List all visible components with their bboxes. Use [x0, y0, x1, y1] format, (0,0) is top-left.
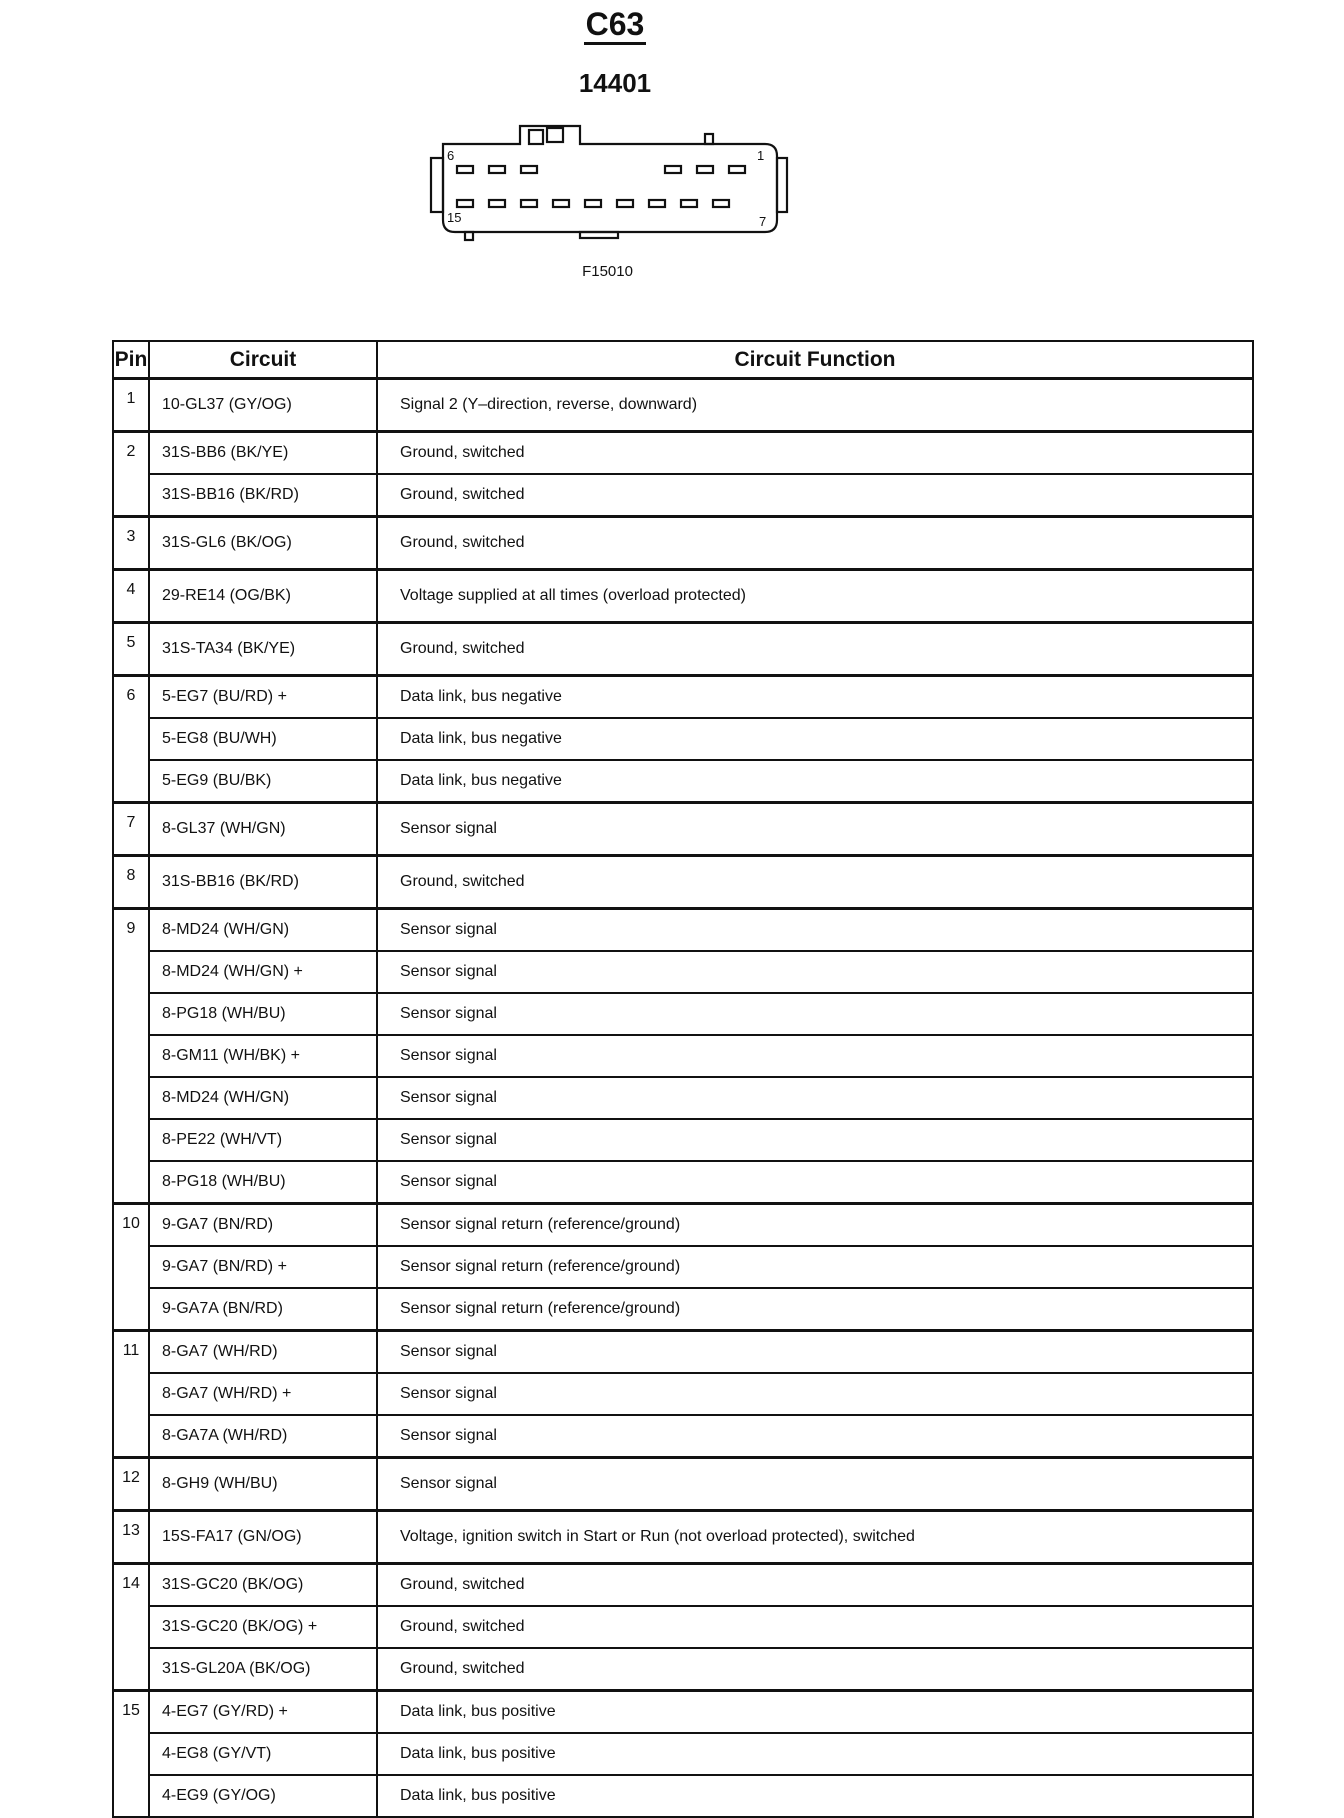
table-row [113, 1331, 1253, 1374]
left-latch [431, 158, 443, 212]
table-row [113, 432, 1253, 475]
pin-number: 15 [113, 1691, 149, 1818]
pin-number: 2 [113, 432, 149, 517]
pin-number: 8 [113, 856, 149, 909]
table-row [113, 1035, 1253, 1077]
circuit-function: Ground, switched [377, 432, 1253, 475]
table-row [113, 1288, 1253, 1331]
circuit-function: Data link, bus positive [377, 1691, 1253, 1734]
circuit-code: 4-EG9 (GY/OG) [149, 1775, 377, 1817]
table-row [113, 1775, 1253, 1817]
table-row [113, 570, 1253, 623]
connector-face-diagram [425, 122, 795, 242]
circuit-function: Sensor signal [377, 993, 1253, 1035]
circuit-function: Sensor signal [377, 1415, 1253, 1458]
circuit-function: Ground, switched [377, 1564, 1253, 1607]
circuit-code: 31S-GC20 (BK/OG) [149, 1564, 377, 1607]
circuit-code: 9-GA7 (BN/RD) [149, 1204, 377, 1247]
circuit-code: 5-EG8 (BU/WH) [149, 718, 377, 760]
circuit-function: Ground, switched [377, 1606, 1253, 1648]
table-row [113, 474, 1253, 517]
circuit-code: 8-MD24 (WH/GN) [149, 909, 377, 952]
pin-label-6: 6 [447, 148, 455, 163]
table-row [113, 1606, 1253, 1648]
key-slot-inner [547, 128, 563, 142]
table-row [113, 1691, 1253, 1734]
table-header-row [113, 341, 1253, 379]
circuit-function: Ground, switched [377, 517, 1253, 570]
circuit-function: Sensor signal [377, 803, 1253, 856]
circuit-code: 31S-BB16 (BK/RD) [149, 474, 377, 517]
upper-pin-row [457, 166, 745, 173]
pin-number: 3 [113, 517, 149, 570]
circuit-code: 8-GA7A (WH/RD) [149, 1415, 377, 1458]
circuit-function: Sensor signal [377, 1458, 1253, 1511]
table-row [113, 1511, 1253, 1564]
circuit-function: Signal 2 (Y–direction, reverse, downward) [377, 379, 1253, 432]
header-circuit-function: Circuit Function [377, 341, 1253, 379]
connector-title [0, 6, 1230, 43]
circuit-code: 15S-FA17 (GN/OG) [149, 1511, 377, 1564]
circuit-code: 31S-GL6 (BK/OG) [149, 517, 377, 570]
header-circuit: Circuit [149, 341, 377, 379]
circuit-function: Sensor signal return (reference/ground) [377, 1246, 1253, 1288]
pin-label-15: 15 [447, 210, 462, 225]
circuit-code: 8-GA7 (WH/RD) [149, 1331, 377, 1374]
circuit-function: Voltage, ignition switch in Start or Run (not overload protected), switched [377, 1511, 1253, 1564]
pin-number: 11 [113, 1331, 149, 1458]
circuit-code: 8-GL37 (WH/GN) [149, 803, 377, 856]
table-row [113, 1458, 1253, 1511]
pin-number: 13 [113, 1511, 149, 1564]
circuit-code: 5-EG9 (BU/BK) [149, 760, 377, 803]
table-row [113, 1204, 1253, 1247]
table-row [113, 803, 1253, 856]
pin-number: 9 [113, 909, 149, 1204]
circuit-function: Data link, bus negative [377, 676, 1253, 719]
right-latch [777, 158, 787, 212]
circuit-code: 10-GL37 (GY/OG) [149, 379, 377, 432]
circuit-code: 8-GH9 (WH/BU) [149, 1458, 377, 1511]
circuit-code: 4-EG8 (GY/VT) [149, 1733, 377, 1775]
connector-body [443, 126, 777, 232]
circuit-code: 8-PE22 (WH/VT) [149, 1119, 377, 1161]
pin-number: 14 [113, 1564, 149, 1691]
circuit-code: 9-GA7A (BN/RD) [149, 1288, 377, 1331]
bottom-tab-left [465, 232, 473, 240]
table-row [113, 676, 1253, 719]
circuit-code: 31S-TA34 (BK/YE) [149, 623, 377, 676]
circuit-function: Sensor signal [377, 1077, 1253, 1119]
pin-number: 5 [113, 623, 149, 676]
pin-label-7: 7 [759, 214, 767, 229]
circuit-code: 31S-GL20A (BK/OG) [149, 1648, 377, 1691]
table-row [113, 1077, 1253, 1119]
header-pin: Pin [113, 341, 149, 379]
pinout-table-body [113, 379, 1253, 1818]
pin-number: 6 [113, 676, 149, 803]
circuit-code: 9-GA7 (BN/RD) + [149, 1246, 377, 1288]
lower-pin-row [457, 200, 729, 207]
circuit-code: 8-MD24 (WH/GN) + [149, 951, 377, 993]
circuit-function: Ground, switched [377, 623, 1253, 676]
figure-reference: F15010 [582, 263, 633, 280]
pin-number: 12 [113, 1458, 149, 1511]
part-number: 14401 [578, 68, 652, 98]
table-row [113, 993, 1253, 1035]
circuit-code: 8-GA7 (WH/RD) + [149, 1373, 377, 1415]
pin-label-1: 1 [757, 148, 765, 163]
table-row [113, 1648, 1253, 1691]
circuit-function: Data link, bus negative [377, 760, 1253, 803]
circuit-code: 8-GM11 (WH/BK) + [149, 1035, 377, 1077]
table-row [113, 1246, 1253, 1288]
table-row [113, 1373, 1253, 1415]
table-row [113, 951, 1253, 993]
table-row [113, 718, 1253, 760]
circuit-function: Data link, bus positive [377, 1733, 1253, 1775]
pin-number: 7 [113, 803, 149, 856]
table-row [113, 517, 1253, 570]
circuit-function: Ground, switched [377, 1648, 1253, 1691]
circuit-code: 8-PG18 (WH/BU) [149, 993, 377, 1035]
table-row [113, 760, 1253, 803]
pin-number: 4 [113, 570, 149, 623]
circuit-function: Data link, bus negative [377, 718, 1253, 760]
connector-id: C63 [584, 6, 647, 45]
circuit-function: Sensor signal [377, 1161, 1253, 1204]
table-row [113, 1119, 1253, 1161]
pin-number: 1 [113, 379, 149, 432]
table-row [113, 1161, 1253, 1204]
table-row [113, 856, 1253, 909]
circuit-code: 31S-BB6 (BK/YE) [149, 432, 377, 475]
circuit-code: 5-EG7 (BU/RD) + [149, 676, 377, 719]
circuit-function: Sensor signal [377, 951, 1253, 993]
circuit-function: Data link, bus positive [377, 1775, 1253, 1817]
circuit-code: 8-MD24 (WH/GN) [149, 1077, 377, 1119]
circuit-code: 8-PG18 (WH/BU) [149, 1161, 377, 1204]
pinout-table [112, 340, 1254, 1818]
table-row [113, 379, 1253, 432]
circuit-function: Sensor signal [377, 1373, 1253, 1415]
pin-number: 10 [113, 1204, 149, 1331]
circuit-code: 31S-GC20 (BK/OG) + [149, 1606, 377, 1648]
circuit-function: Sensor signal [377, 1035, 1253, 1077]
table-row [113, 1733, 1253, 1775]
circuit-function: Sensor signal [377, 909, 1253, 952]
circuit-function: Voltage supplied at all times (overload protected) [377, 570, 1253, 623]
circuit-function: Ground, switched [377, 856, 1253, 909]
circuit-function: Ground, switched [377, 474, 1253, 517]
table-row [113, 1415, 1253, 1458]
circuit-function: Sensor signal [377, 1331, 1253, 1374]
circuit-function: Sensor signal return (reference/ground) [377, 1288, 1253, 1331]
table-row [113, 1564, 1253, 1607]
key-slot-outer [529, 130, 543, 144]
table-row [113, 909, 1253, 952]
circuit-code: 4-EG7 (GY/RD) + [149, 1691, 377, 1734]
circuit-code: 29-RE14 (OG/BK) [149, 570, 377, 623]
table-row [113, 623, 1253, 676]
circuit-code: 31S-BB16 (BK/RD) [149, 856, 377, 909]
bottom-tab-center [580, 232, 618, 238]
top-tab [705, 134, 713, 144]
circuit-function: Sensor signal [377, 1119, 1253, 1161]
circuit-function: Sensor signal return (reference/ground) [377, 1204, 1253, 1247]
